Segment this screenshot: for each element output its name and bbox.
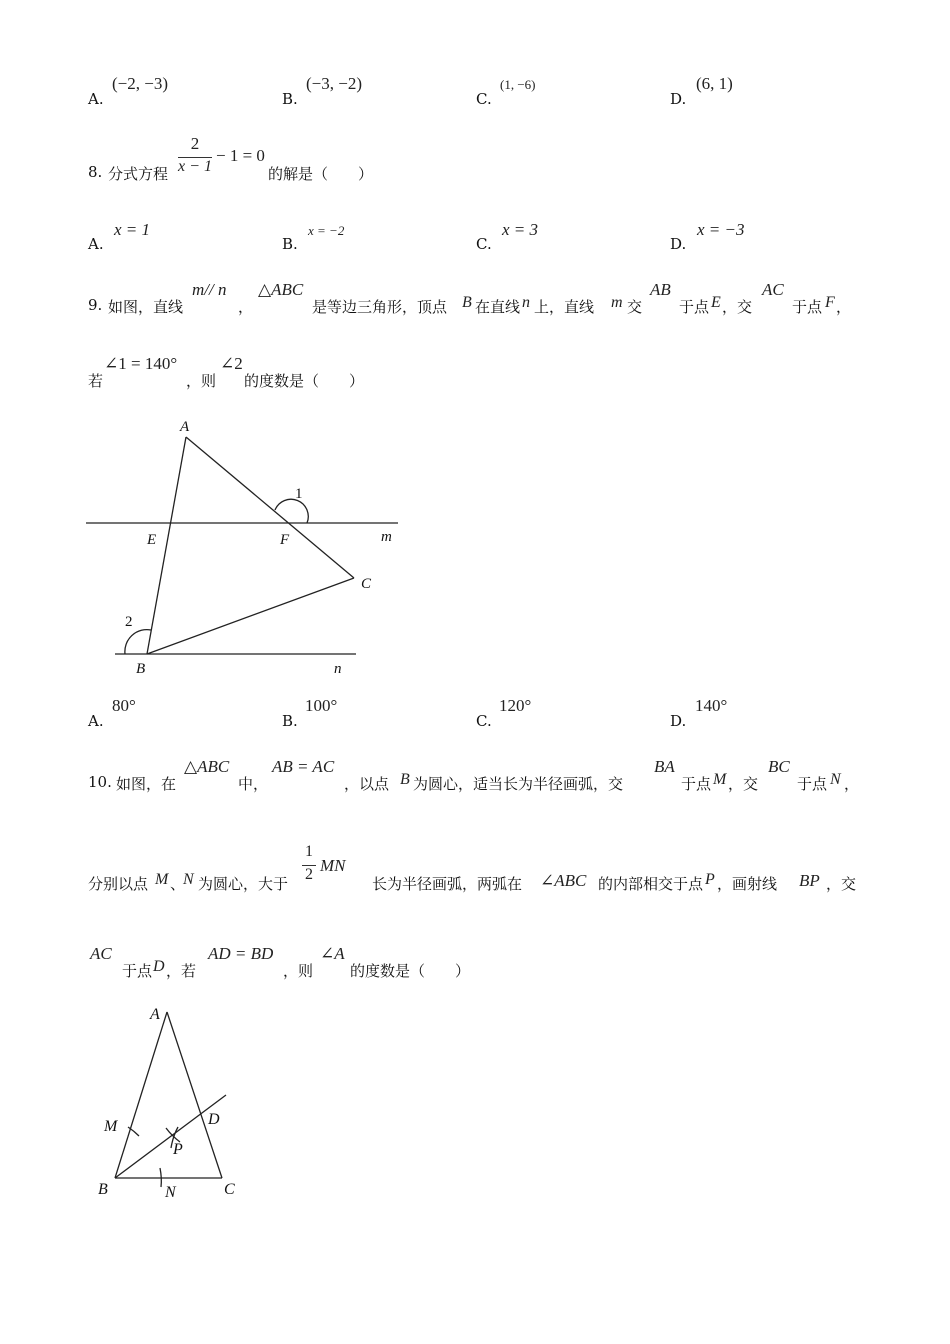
q10-line3-d: 的度数是（ ）	[350, 962, 471, 980]
q9-option-a-value: 80°	[112, 696, 136, 715]
q10-math-ab-ac: AB = AC	[272, 757, 335, 776]
q9-text-3c: 上，直线	[534, 298, 595, 316]
q9-option-c-letter: C.	[476, 712, 492, 730]
q9-segment-bc	[147, 578, 354, 654]
q10-line3-b: ，若	[166, 962, 197, 980]
q9-label-b: B	[136, 661, 146, 677]
q8-prefix: 分式方程	[108, 165, 169, 183]
q9-line2-a: 若	[88, 372, 104, 390]
q10-label-n: N	[165, 1184, 176, 1201]
q10-var-p: P	[705, 871, 715, 888]
q9-line2-c: 的度数是（ ）	[244, 372, 365, 390]
q9-var-m: m	[611, 294, 623, 311]
q10-text-3b: 为圆心，适当长为半径画弧，交	[413, 775, 624, 793]
q9-option-b-value: 100°	[305, 696, 338, 715]
q8-frac-denominator: x − 1	[178, 158, 212, 175]
q10-text-5b: ，	[844, 775, 860, 793]
q10-ray-bp	[115, 1095, 226, 1178]
q10-number: 10.	[88, 773, 112, 791]
q7-option-b-letter: B.	[282, 90, 298, 108]
q9-math-ab: AB	[650, 280, 671, 299]
q8-option-a-value: x = 1	[114, 220, 151, 239]
q9-segment-ac	[186, 437, 354, 578]
q10-var-n: N	[830, 771, 841, 788]
q10-label-c: C	[224, 1181, 235, 1198]
q10-label-d: D	[208, 1111, 220, 1128]
q10-math-triangle: △ABC	[184, 757, 230, 776]
q10-label-p: P	[173, 1141, 183, 1158]
q9-text-5a: 于点	[792, 298, 823, 316]
q9-var-b: B	[462, 294, 472, 311]
q9-option-a-letter: A.	[88, 712, 104, 730]
q7-option-c-letter: C.	[476, 90, 492, 108]
q8-option-a-letter: A.	[88, 235, 104, 253]
q9-text-5b: ，	[836, 298, 852, 316]
q9-var-e: E	[711, 294, 721, 311]
q10-text-4b: ，交	[728, 775, 759, 793]
q10-text-1: 如图，在	[116, 775, 177, 793]
q7-option-d-letter: D.	[670, 90, 687, 108]
q7-option-d-value: (6, 1)	[696, 74, 733, 93]
q9-text-3b: 在直线	[475, 298, 521, 316]
q9-text-3a: 是等边三角形，顶点	[312, 298, 448, 316]
q8-suffix: 的解是（ ）	[268, 165, 374, 183]
q10-line2-e: 的内部相交于点	[598, 875, 704, 893]
q8-option-d-letter: D.	[670, 235, 687, 253]
q9-label-m: m	[381, 529, 392, 545]
q10-math-bp: BP	[799, 871, 820, 890]
q10-text-5a: 于点	[797, 775, 828, 793]
q9-math-ac: AC	[762, 280, 784, 299]
q10-line2-a: 分别以点	[88, 875, 149, 893]
q10-fraction	[302, 843, 316, 889]
q10-var-n-2: N	[183, 871, 194, 888]
q9-var-n: n	[522, 294, 530, 311]
q10-math-ba: BA	[654, 757, 675, 776]
q10-math-mn: MN	[320, 856, 346, 875]
q10-line3-a: 于点	[122, 962, 153, 980]
q10-var-m-2: M	[155, 871, 169, 888]
q9-label-angle1: 1	[295, 486, 303, 502]
q8-option-d-value: x = −3	[697, 220, 745, 239]
q10-text-4a: 于点	[681, 775, 712, 793]
q10-figure	[95, 995, 275, 1205]
q10-line2-c: 为圆心，大于	[198, 875, 289, 893]
q8-frac-numerator: 2	[190, 134, 200, 153]
q9-figure	[80, 410, 410, 682]
q9-text-3d: 交	[627, 298, 643, 316]
q10-line3-c: ，则	[283, 962, 314, 980]
q8-fraction	[178, 134, 212, 180]
q10-text-3a: ，以点	[344, 775, 390, 793]
q9-math-angle1: ∠1 = 140°	[104, 354, 178, 373]
q9-text-1: 如图，直线	[108, 298, 184, 316]
q9-text-4b: ，交	[722, 298, 753, 316]
q7-option-c-value: (1, −6)	[500, 77, 536, 92]
q9-var-f: F	[825, 294, 835, 311]
q8-number: 8.	[88, 163, 103, 181]
q9-label-angle2: 2	[125, 614, 133, 630]
q10-math-angle-abc: ∠ABC	[540, 871, 587, 890]
q7-option-b-value: (−3, −2)	[306, 74, 362, 93]
q9-math-triangle: △ABC	[258, 280, 304, 299]
q10-label-b: B	[98, 1181, 108, 1198]
q9-text-4a: 于点	[679, 298, 710, 316]
q9-number: 9.	[88, 296, 103, 314]
q7-option-a-value: (−2, −3)	[112, 74, 168, 93]
q10-var-m: M	[713, 771, 727, 788]
q10-label-m: M	[104, 1118, 118, 1135]
q9-text-2: ，	[238, 298, 254, 316]
q10-math-angle-a: ∠A	[320, 944, 345, 963]
q8-option-c-letter: C.	[476, 235, 492, 253]
q9-option-c-value: 120°	[499, 696, 532, 715]
q9-angle1-arc	[275, 499, 308, 523]
q10-math-ad-bd: AD = BD	[208, 944, 274, 963]
q10-line2-f: ，画射线	[717, 875, 778, 893]
q9-label-a: A	[180, 419, 190, 435]
q9-math-parallel: m// n	[192, 280, 227, 299]
q9-math-angle2: ∠2	[220, 354, 243, 373]
q7-option-a-letter: A.	[88, 90, 104, 108]
q10-math-ac: AC	[90, 944, 112, 963]
q9-option-d-value: 140°	[695, 696, 728, 715]
q10-line2-d: 长为半径画弧，两弧在	[372, 875, 523, 893]
q10-frac-denominator: 2	[305, 866, 313, 883]
q8-equation-tail: − 1 = 0	[216, 146, 265, 165]
q9-label-c: C	[361, 576, 372, 592]
q10-var-d: D	[153, 958, 165, 975]
q10-segment-ab	[115, 1012, 167, 1178]
q8-option-c-value: x = 3	[502, 220, 539, 239]
q9-line2-b: ，则	[186, 372, 217, 390]
q9-option-d-letter: D.	[670, 712, 687, 730]
q10-line2-g: ，交	[826, 875, 857, 893]
q10-math-bc: BC	[768, 757, 790, 776]
q9-label-n: n	[334, 661, 342, 677]
q9-label-f: F	[280, 532, 290, 548]
q10-frac-numerator: 1	[305, 843, 313, 860]
q10-label-a: A	[150, 1006, 160, 1023]
q9-option-b-letter: B.	[282, 712, 298, 730]
q9-label-e: E	[147, 532, 157, 548]
q8-option-b-value: x = −2	[308, 223, 345, 238]
q10-line2-b: 、	[170, 875, 186, 893]
q10-var-b: B	[400, 771, 410, 788]
q8-option-b-letter: B.	[282, 235, 298, 253]
q10-text-2: 中，	[238, 775, 269, 793]
